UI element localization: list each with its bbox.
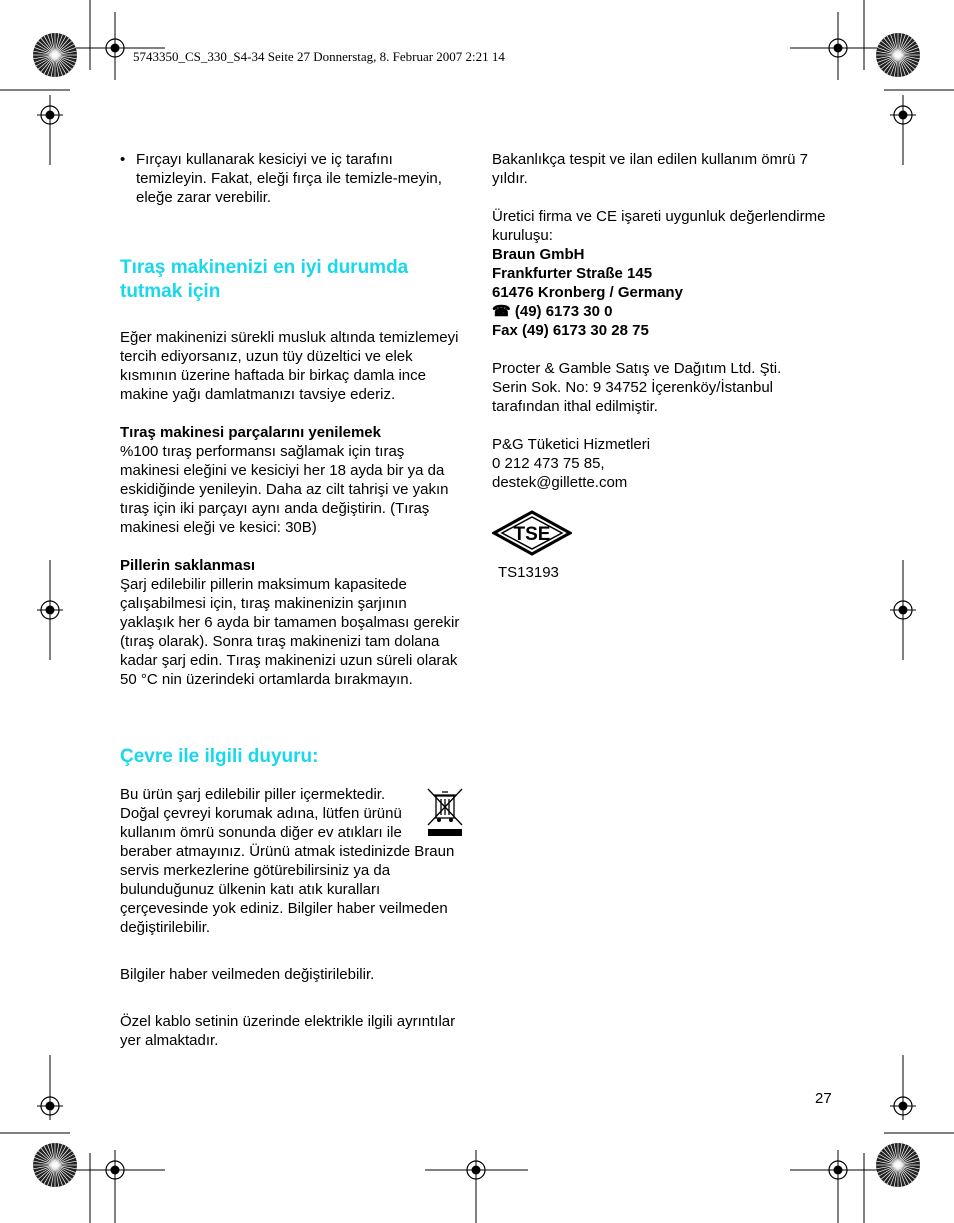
notice-cable: Özel kablo setinin üzerinde elektrikle ilgili ayrıntılar yer almaktadır. [120, 1013, 456, 1049]
tse-block [492, 510, 842, 582]
tse-logo [492, 510, 572, 556]
registration-mark-icon [37, 597, 63, 623]
parts-text: %100 tıraş performansı sağlamak için tıraş makinesi eleğini ve kesiciyi her 18 ayda bir ya da eskidiğinde yenileyin. Daha az cilt tahrişi ve yakın tıraş için iki parçayı aynı anda değiştirin. (Tıraş makinesi eleği ve kesici: 30B) [120, 443, 449, 536]
environment-block [120, 785, 465, 937]
battery-text: Şarj edilebilir pillerin maksimum kapasitede çalışabilmesi için, tıraş makinenizin şarjının yaklaşık her 6 ayda bir tamamen boşalması gerekir (tıraş olarak). Sonra tıraş makinenizi tam dolana kadar şarj edin. Tıraş makinenizi uzun süreli olarak 50 °C nin üzerindeki ortamlarda bırakmayın. [120, 576, 460, 688]
right-column [492, 150, 842, 582]
print-starburst-mark [876, 33, 920, 77]
company-street: Frankfurter Straße 145 [492, 265, 653, 282]
section-title-environment: Çevre ile ilgili duyuru: [120, 746, 319, 767]
lifetime-text: Bakanlıkça tespit ve ilan edilen kullanım ömrü 7 yıldır. [492, 151, 808, 187]
registration-mark-icon [102, 35, 128, 61]
bullet-dot: • [120, 151, 126, 168]
battery-heading: Pillerin saklanması [120, 557, 256, 574]
tse-code: TS13193 [498, 564, 559, 581]
print-starburst-mark [876, 1143, 920, 1187]
registration-mark-icon [102, 1157, 128, 1183]
company-fax: Fax (49) 6173 30 28 75 [492, 322, 649, 339]
service-line-2: 0 212 473 75 85, [492, 455, 605, 472]
crossed-out-bin-icon [425, 787, 465, 839]
importer-line-2: Serin Sok. No: 9 34752 İçerenköy/İstanbul [492, 379, 774, 396]
notice-change: Bilgiler haber veilmeden değiştirilebilir. [120, 966, 375, 983]
telephone-icon: ☎ [492, 303, 511, 320]
print-starburst-mark [33, 33, 77, 77]
registration-mark-icon [890, 1093, 916, 1119]
page-number: 27 [815, 1090, 832, 1107]
importer-line-3: tarafından ithal edilmiştir. [492, 398, 658, 415]
importer-line-1: Procter & Gamble Satış ve Dağıtım Ltd. Şti. [492, 360, 782, 377]
service-line-1: P&G Tüketici Hizmetleri [492, 436, 651, 453]
company-city: 61476 Kronberg / Germany [492, 284, 683, 301]
left-column [120, 150, 465, 1050]
section-title-maintenance: Tıraş makinenizi en iyi durumda tutmak için [120, 257, 409, 302]
registration-mark-icon [890, 102, 916, 128]
maintenance-paragraph: Eğer makinenizi sürekli musluk altında temizlemeyi tercih ediyorsanız, uzun tüy düzeltici ve elek kısmının üzerine haftada bir birkaç damla ince makine yağı damlatmanızı tavsiye ederiz. [120, 329, 459, 403]
service-line-3: destek@gillette.com [492, 474, 628, 491]
tse-logo-text: TSE [513, 524, 551, 545]
print-starburst-mark [33, 1143, 77, 1187]
bullet-text: Fırçayı kullanarak kesiciyi ve iç tarafını temizleyin. Fakat, eleği fırça ile temizle-meyin, eleğe zarar verebilir. [136, 151, 442, 206]
registration-mark-icon [37, 102, 63, 128]
registration-mark-icon [825, 1157, 851, 1183]
parts-heading: Tıraş makinesi parçalarını yenilemek [120, 424, 381, 441]
manufacturer-intro: Üretici firma ve CE işareti uygunluk değerlendirme kuruluşu: [492, 208, 826, 244]
registration-mark-icon [463, 1157, 489, 1183]
registration-mark-icon [890, 597, 916, 623]
company-phone: (49) 6173 30 0 [514, 303, 613, 320]
company-phone-line [492, 302, 842, 321]
cleaning-bullet [120, 150, 465, 207]
registration-mark-icon [37, 1093, 63, 1119]
company-name: Braun GmbH [492, 246, 585, 263]
registration-mark-icon [825, 35, 851, 61]
environment-text: Bu ürün şarj edilebilir piller içermektedir. Doğal çevreyi korumak adına, lütfen ürünü kullanım ömrü sonunda diğer ev atıkları ile beraber atmayınız. Ürünü atmak istedinizde Braun servis merkezlerine götürebilirsiniz ya da bulunduğunuz ülkenin katı atık kuralları çerçevesinde yok ediniz. Bilgiler haber veilmeden değiştirilebilir. [120, 786, 455, 936]
print-header: 5743350_CS_330_S4-34 Seite 27 Donnerstag, 8. Februar 2007 2:21 14 [133, 49, 505, 64]
